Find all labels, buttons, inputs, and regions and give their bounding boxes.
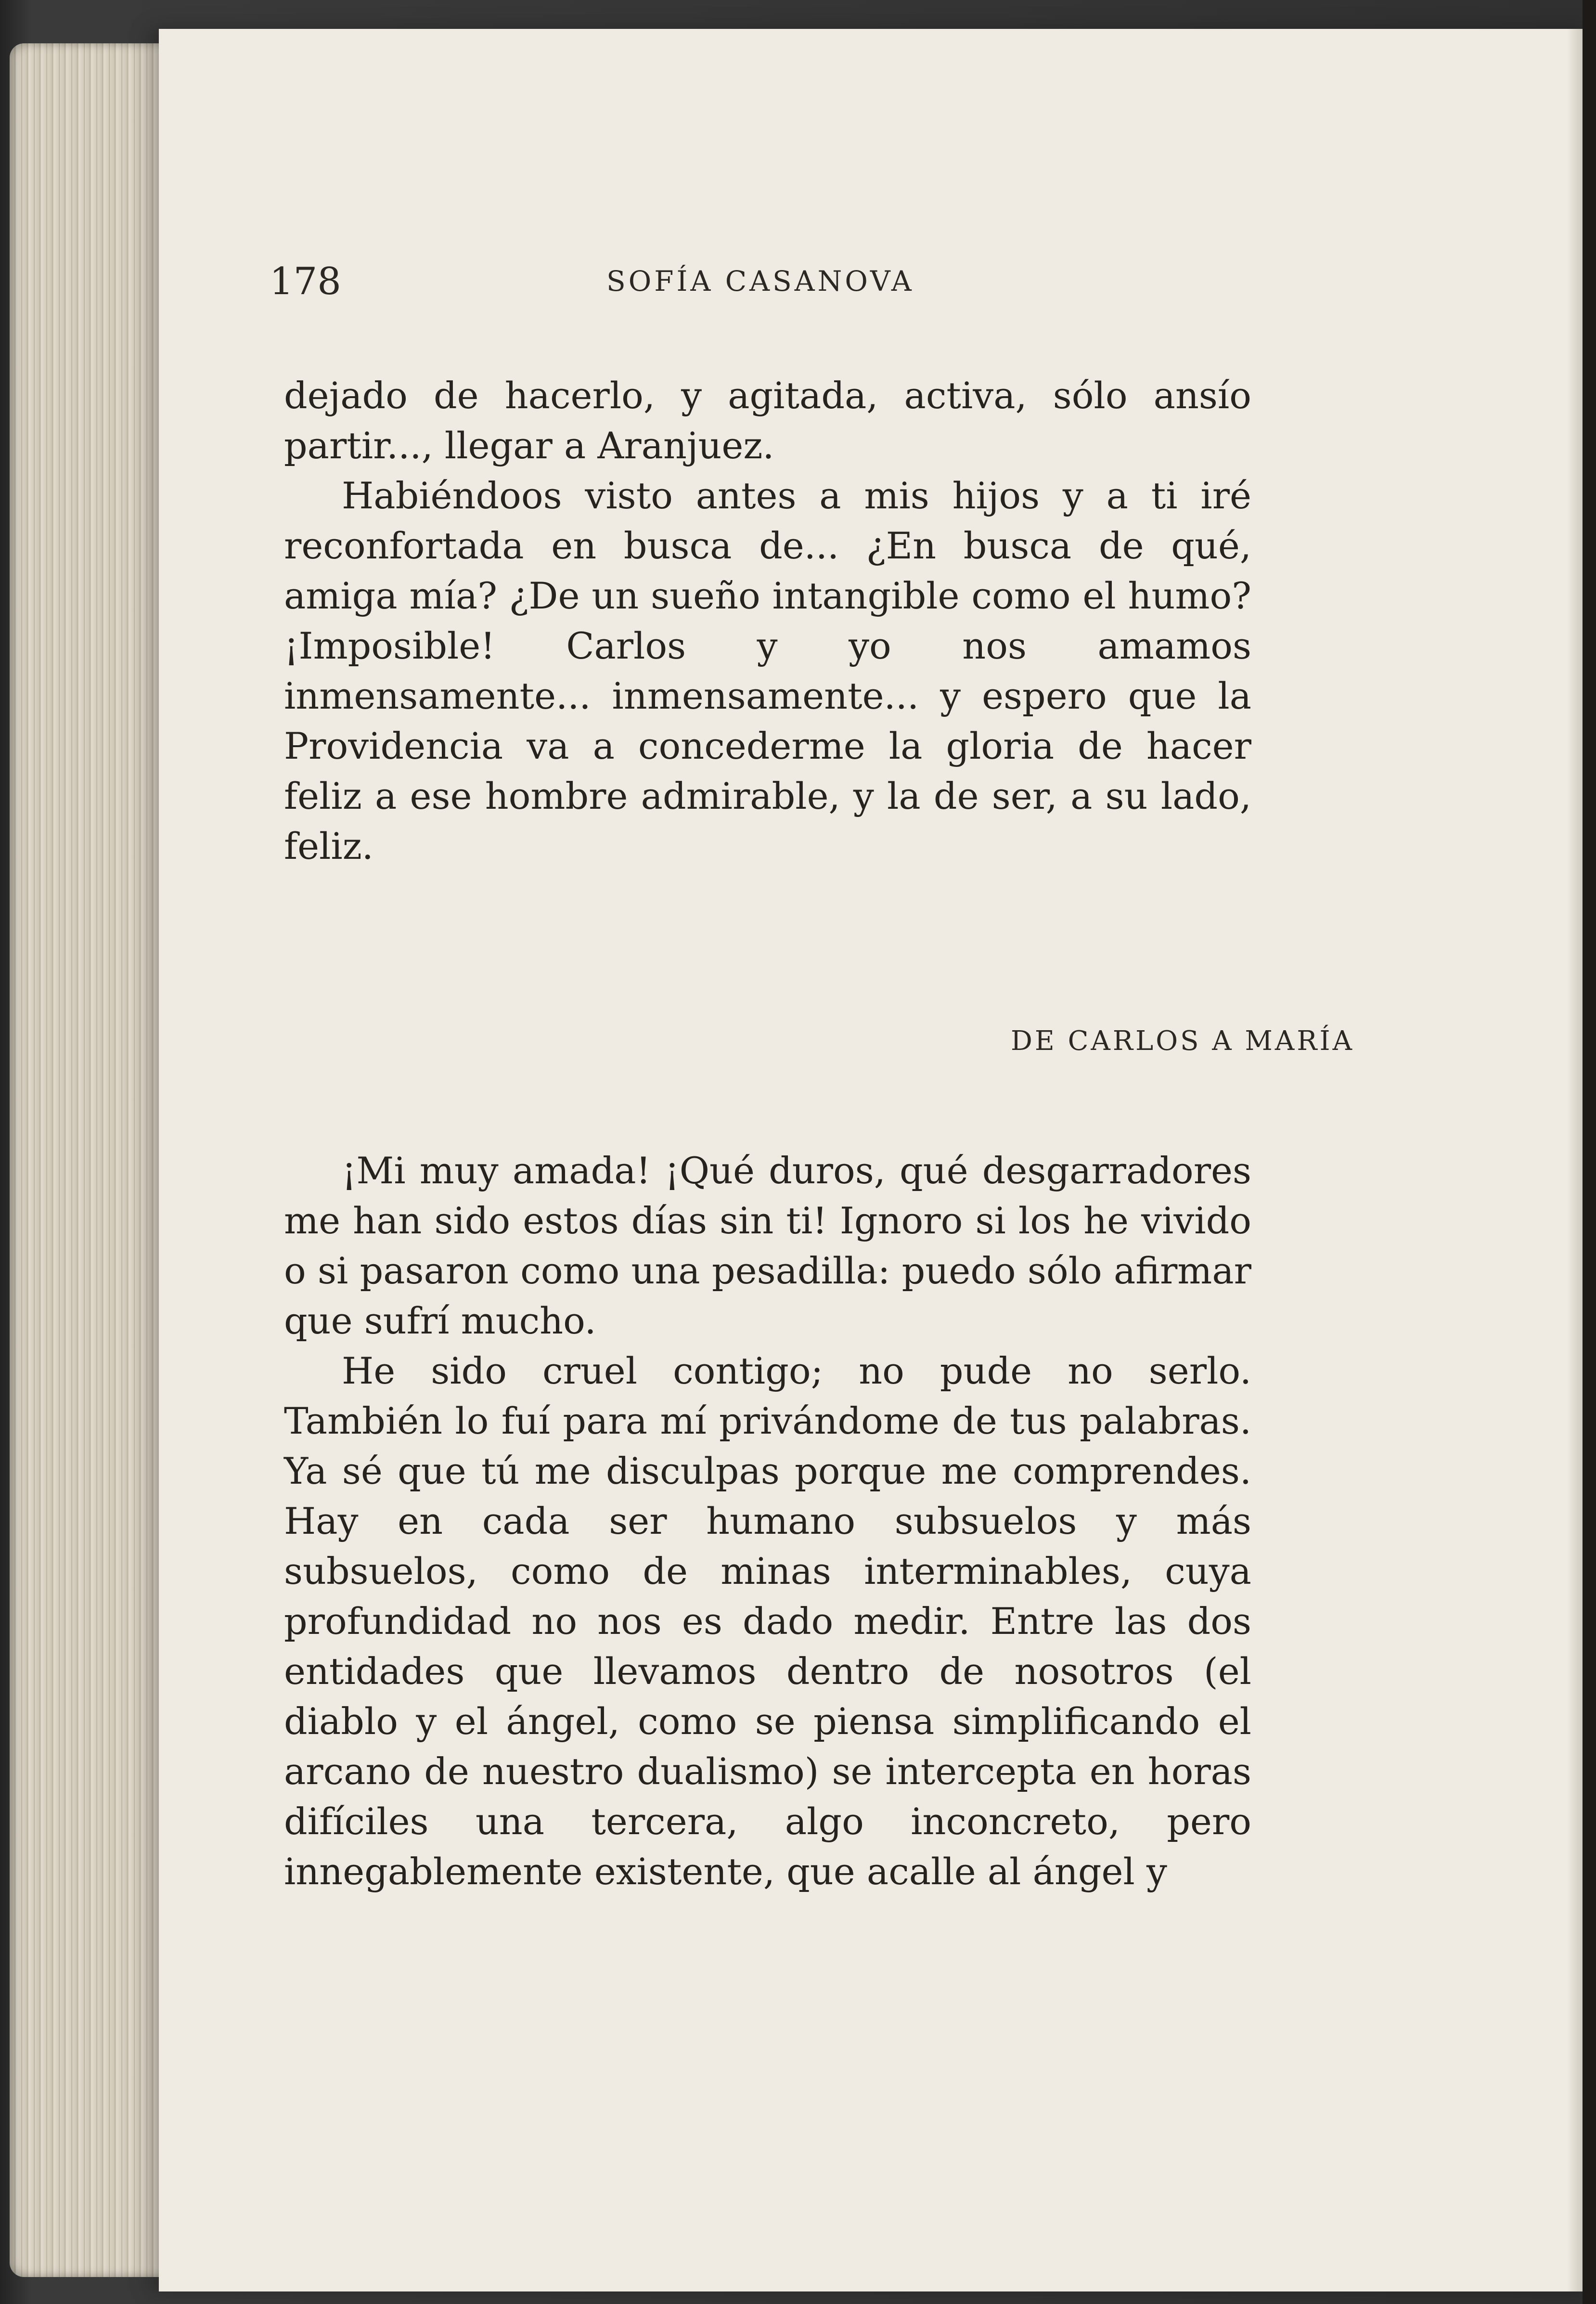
paragraph: He sido cruel contigo; no pude no serlo. También lo fuí para mí privándome de tus palabras. Ya sé que tú me disculpas porque me comprendes. Hay en cada ser humano subsuelos y más subsuelos, como de minas interminables, cuya profundidad no nos es dado medir. Entre las dos entidades que llevamos dentro de nosotros (el diablo y el ángel, como se piensa simplificando el arcano de nuestro dualismo) se intercepta en horas difíciles una tercera, algo inconcreto, pero innegablemente existente, que acalle al ángel y [284, 1349, 1251, 1893]
section-heading: DE CARLOS A MARÍA [1011, 1025, 1355, 1057]
running-head: SOFÍA CASANOVA [606, 265, 914, 298]
letter-1-text [284, 371, 1251, 871]
paragraph: ¡Mi muy amada! ¡Qué duros, qué desgarradores me han sido estos días sin ti! Ignoro si los he vivido o si pasaron como una pesadilla: puedo sólo afirmar que sufrí mucho. [284, 1149, 1251, 1342]
page-number: 178 [270, 260, 341, 303]
paragraph: Habiéndoos visto antes a mis hijos y a ti iré reconfortada en busca de... ¿En busca de qué, amiga mía? ¿De un sueño intangible como el humo? ¡Imposible! Carlos y yo nos amamos inmensamente... inmensamente... y espero que la Providencia va a concederme la gloria de hacer feliz a ese hombre admirable, y la de ser, a su lado, feliz. [284, 474, 1251, 867]
book-spine-shadow [1583, 0, 1596, 2304]
letter-2-text [284, 1146, 1251, 1897]
paragraph: dejado de hacerlo, y agitada, activa, sólo ansío partir..., llegar a Aranjuez. [284, 374, 1251, 467]
